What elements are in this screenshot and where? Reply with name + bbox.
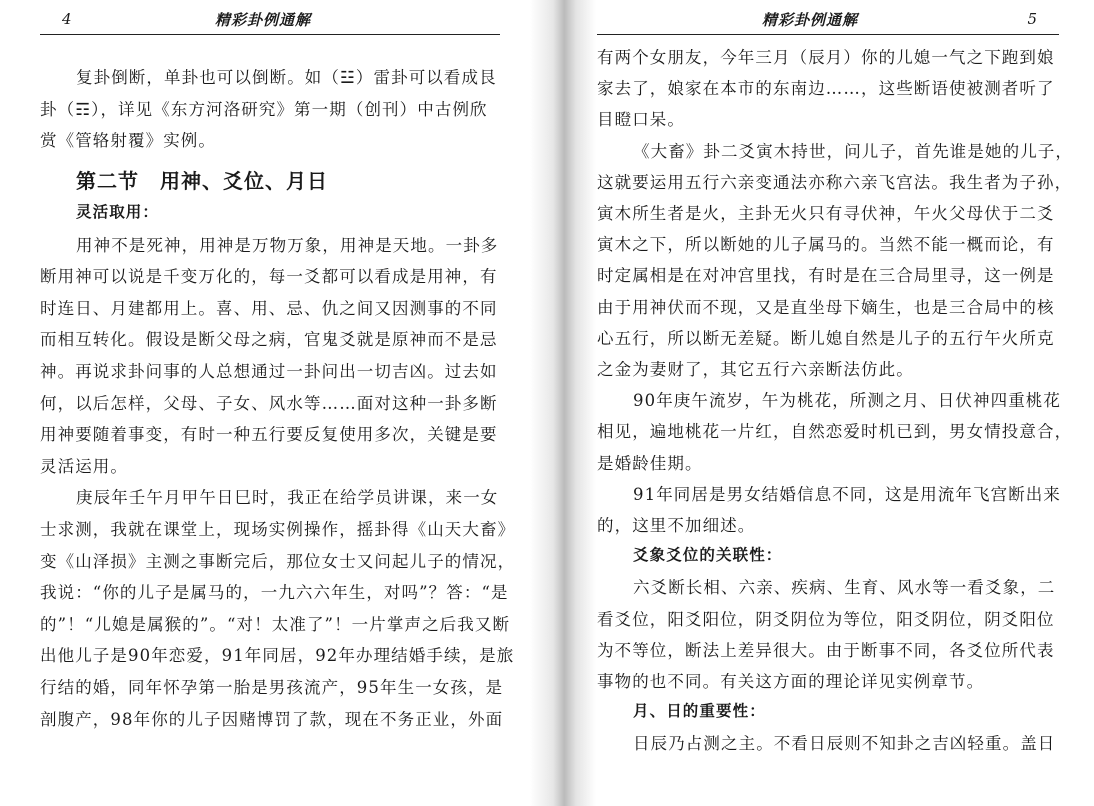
text-line: 出他儿子是90年恋爱，91年同居，92年办理结婚手续，是旅 xyxy=(40,646,515,666)
subheading: 灵活取用： xyxy=(76,203,160,221)
text-line: 日辰乃占测之主。不看日辰则不知卦之吉凶轻重。盖日 xyxy=(633,734,1056,754)
text-line: 是婚龄佳期。 xyxy=(597,453,703,473)
left-running-header xyxy=(40,6,500,35)
text-line: 神。再说求卦问事的人总想通过一卦问出一切吉凶。过去如 xyxy=(40,362,498,381)
text-line: 剖腹产，98年你的儿子因赌博罚了款，现在不务正业，外面 xyxy=(40,709,504,729)
text-line: 时连日、月建都用上。喜、用、忌、仇之间又因测事的不同 xyxy=(40,298,498,318)
left-book-title: 精彩卦例通解 xyxy=(215,11,312,29)
text-line: 灵活运用。 xyxy=(40,456,128,476)
text-line: 断用神可以说是千变万化的，每一爻都可以看成是用神，有 xyxy=(40,267,498,287)
text-line: 用神不是死神，用神是万物万象，用神是天地。一卦多 xyxy=(76,235,499,255)
subheading: 爻象爻位的关联性： xyxy=(633,546,783,565)
text-line: 庚辰年壬午月甲午日巳时，我正在给学员讲课，来一女 xyxy=(76,488,499,508)
text-line: 而相互转化。假设是断父母之病，官鬼爻就是原神而不是忌 xyxy=(40,330,498,350)
text-line: 的”！“儿媳是属猴的”。“对！太准了”！一片掌声之后我又断 xyxy=(40,614,511,634)
subheading: 月、日的重要性： xyxy=(633,702,766,721)
text-line: 为不等位，断法上差异很大。由于断事不同，各爻位所代表 xyxy=(597,640,1055,660)
text-line: 我说：“你的儿子是属马的，一九六六年生，对吗”？答：“是 xyxy=(40,583,509,603)
text-line: 有两个女朋友，今年三月（辰月）你的儿媳一气之下跑到娘 xyxy=(597,48,1055,67)
right-running-header xyxy=(597,6,1059,35)
right-page-number: 5 xyxy=(1027,10,1037,28)
text-line: 由于用神伏而不现，又是直坐母下嫡生，也是三合局中的核 xyxy=(597,297,1055,317)
text-line: 用神要随着事变，有时一种五行要反复使用多次，关键是要 xyxy=(40,425,498,445)
section-heading: 第二节 用神、爻位、月日 xyxy=(76,168,328,193)
text-line: 目瞪口呆。 xyxy=(597,110,685,130)
text-line: 这就要运用五行六亲变通法亦称六亲飞宫法。我生者为子孙， xyxy=(597,172,1073,192)
text-line: 的，这里不加细述。 xyxy=(597,516,756,535)
text-line: 看爻位，阳爻阳位，阴爻阴位为等位，阳爻阴位，阴爻阳位 xyxy=(597,609,1055,629)
text-line: 寅木所生者是火，主卦无火只有寻伏神，午火父母伏于二爻 xyxy=(597,204,1055,223)
text-line: 赏《管辂射覆》实例。 xyxy=(40,131,216,151)
text-line: 时定属相是在对冲宫里找，有时是在三合局里寻，这一例是 xyxy=(597,266,1055,286)
text-line: 变《山泽损》主测之事断完后，那位女士又问起儿子的情况， xyxy=(40,551,516,571)
text-line: 复卦倒断，单卦也可以倒断。如（☳）雷卦可以看成艮 xyxy=(76,68,497,87)
text-line: 行结的婚，同年怀孕第一胎是男孩流产，95年生一女孩，是 xyxy=(40,678,504,697)
right-book-title: 精彩卦例通解 xyxy=(762,11,859,29)
text-line: 士求测，我就在课堂上，现场实例操作，摇卦得《山天大畜》 xyxy=(40,520,516,539)
text-line: 心五行，所以断无差疑。断儿媳自然是儿子的五行午火所克 xyxy=(597,328,1055,348)
text-line: 何，以后怎样，父母、子女、风水等……面对这种一卦多断 xyxy=(40,393,498,413)
text-line: 之金为妻财了，其它五行六亲断法仿此。 xyxy=(597,360,914,379)
right-page xyxy=(545,0,1094,806)
left-page xyxy=(0,0,545,806)
left-page-number: 4 xyxy=(62,10,72,28)
text-line: 90年庚午流岁，午为桃花，所测之月、日伏神四重桃花 xyxy=(633,391,1061,411)
text-line: 事物的也不同。有关这方面的理论详见实例章节。 xyxy=(597,672,985,691)
text-line: 寅木之下，所以断她的儿子属马的。当然不能一概而论，有 xyxy=(597,235,1055,255)
text-line: 卦（☶），详见《东方河洛研究》第一期（创刊）中古例欣 xyxy=(40,99,488,119)
text-line: 91年同居是男女结婚信息不同，这是用流年飞宫断出来 xyxy=(633,484,1061,504)
text-line: 家去了，娘家在本市的东南边……，这些断语使被测者听了 xyxy=(597,79,1055,99)
text-line: 《大畜》卦二爻寅木持世，问儿子，首先谁是她的儿子， xyxy=(633,141,1073,161)
text-line: 相见，遍地桃花一片红，自然恋爱时机已到，男女情投意合， xyxy=(597,422,1073,442)
text-line: 六爻断长相、六亲、疾病、生育、风水等一看爻象，二 xyxy=(633,578,1056,598)
